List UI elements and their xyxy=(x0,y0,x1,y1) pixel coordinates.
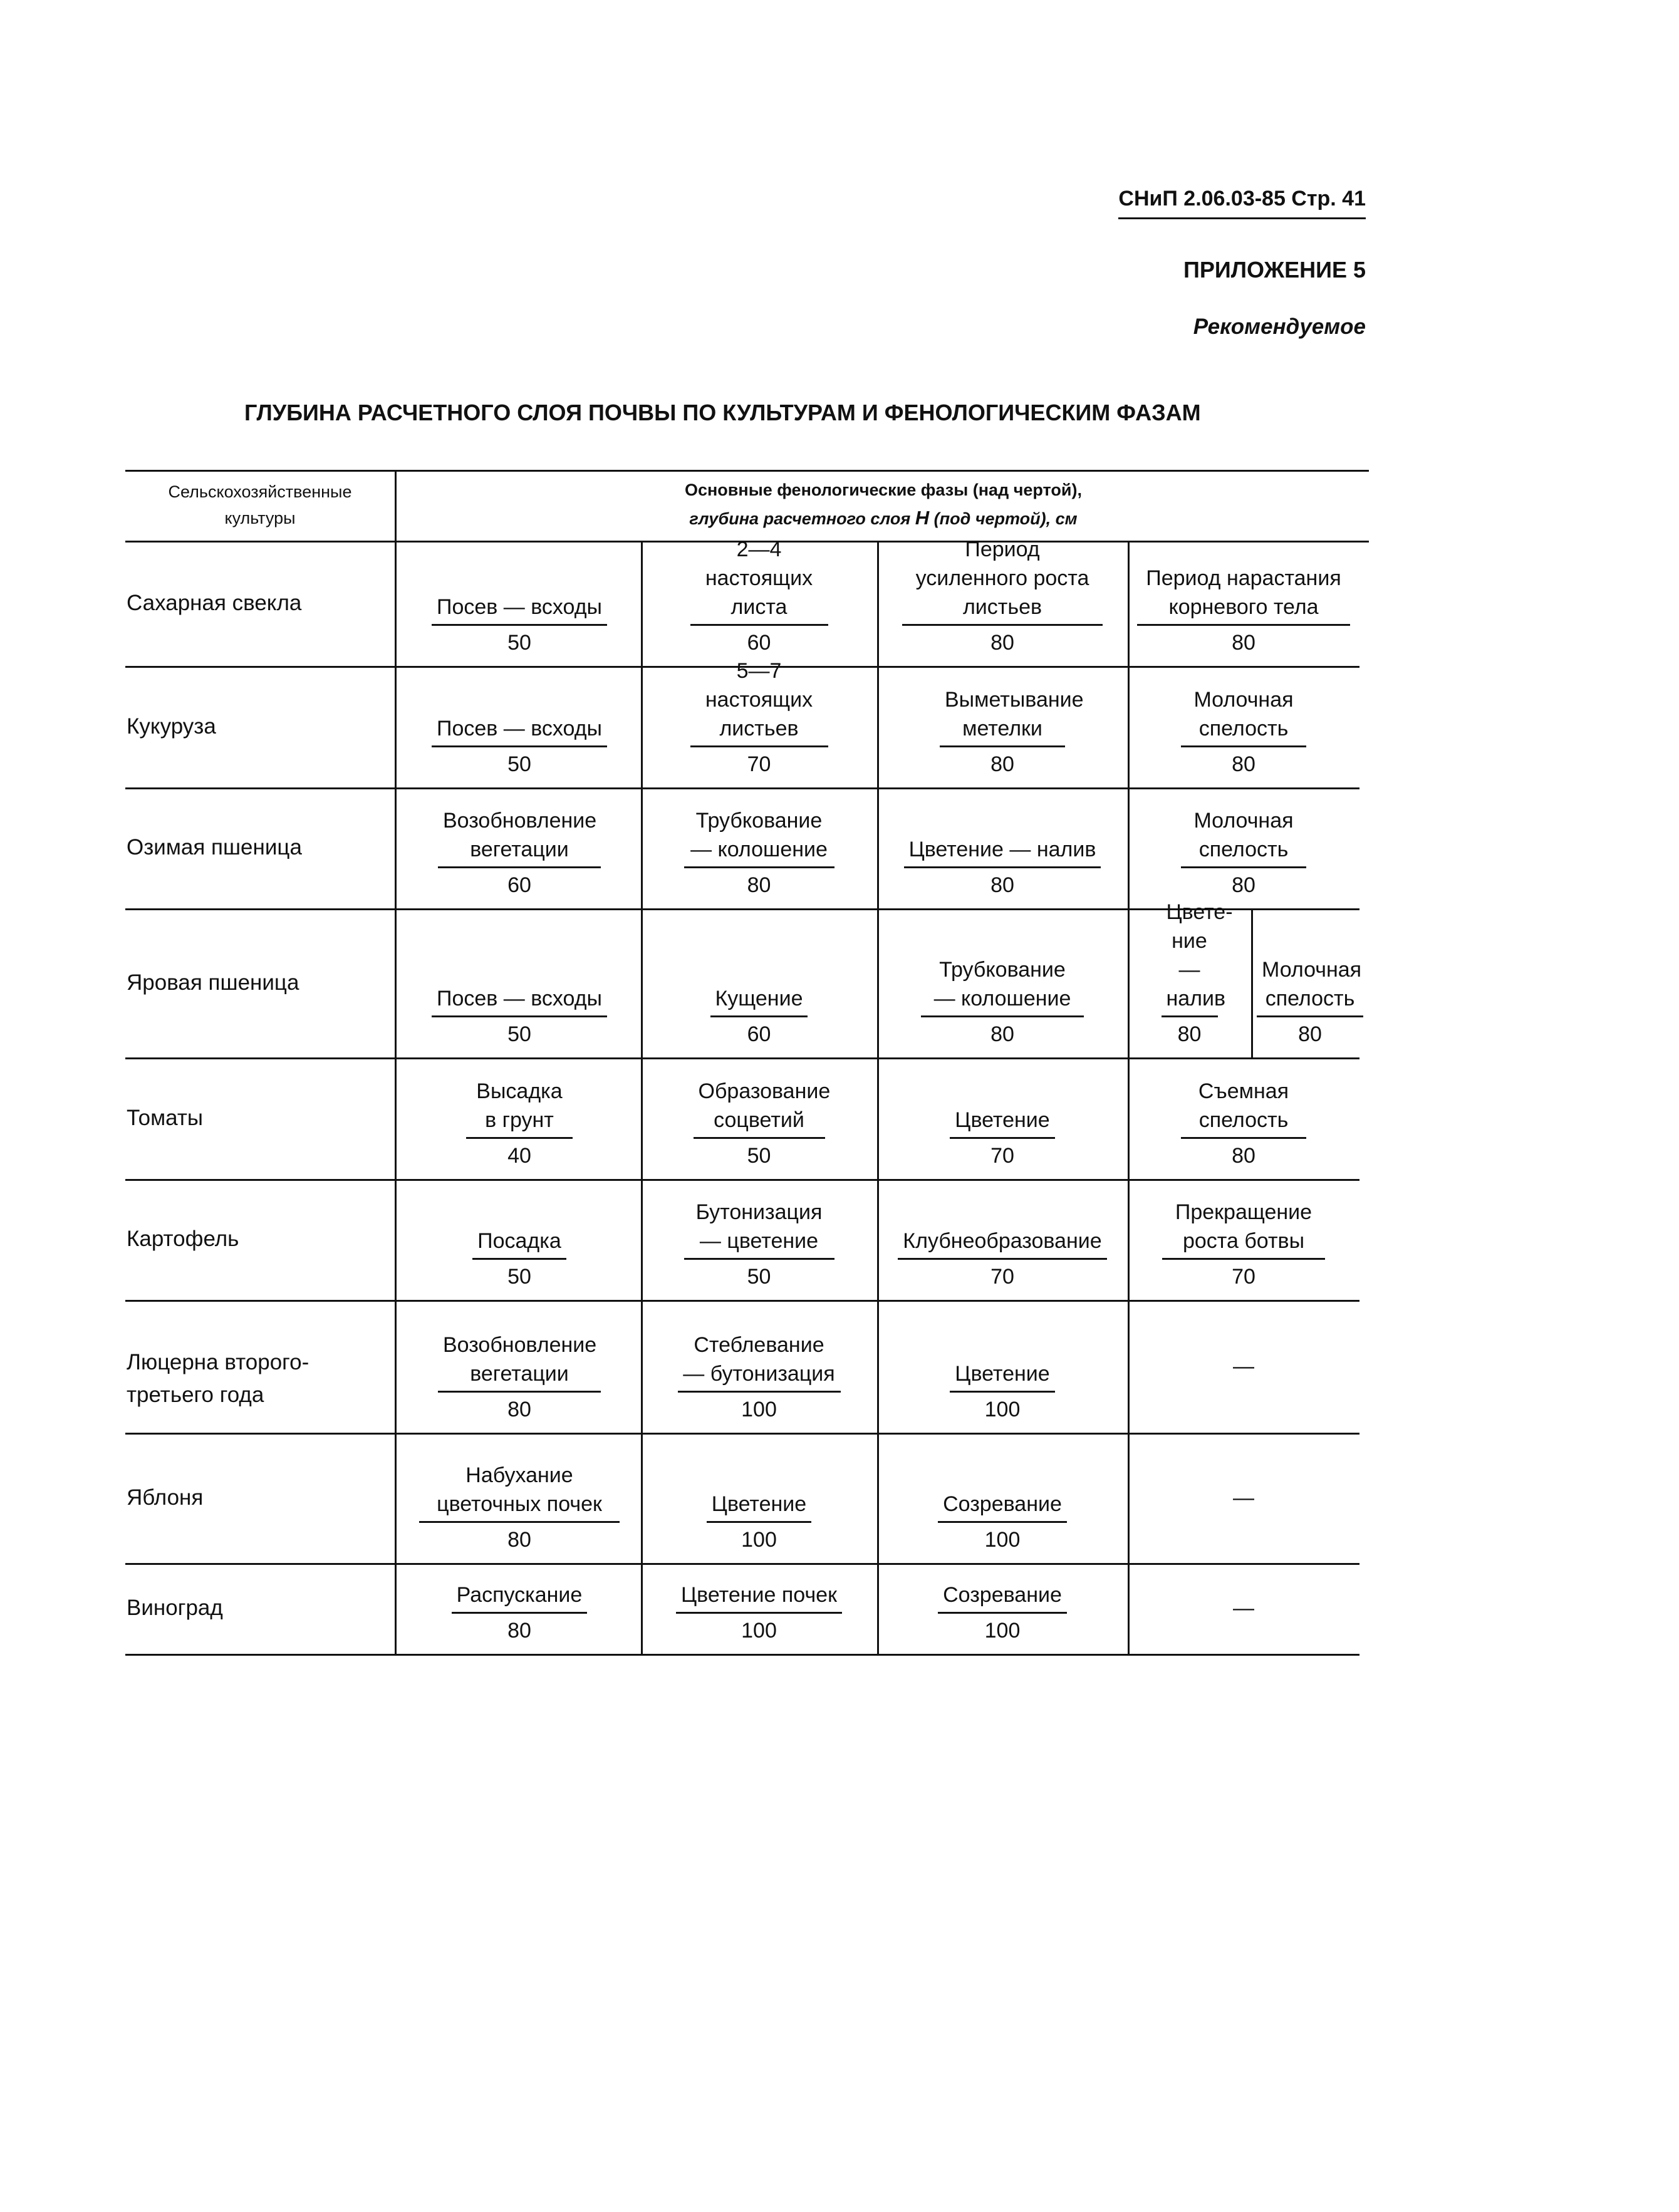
layer-depth: 80 xyxy=(1232,873,1255,897)
crop-name: Люцерна второго-третьего года xyxy=(127,1349,309,1407)
crop-name: Сахарная свекла xyxy=(127,590,302,615)
phase-cell xyxy=(398,1057,641,1170)
header-phases-line1: Основные фенологические фазы (над чертой), xyxy=(684,480,1082,499)
phase-cell xyxy=(877,787,1128,900)
phase-name: Кущение xyxy=(710,984,808,1017)
phase-name: Посев — всходы xyxy=(432,984,607,1017)
phase-cell xyxy=(398,541,641,657)
table-rule xyxy=(125,666,1359,668)
column-rule xyxy=(1251,908,1253,1057)
header-crops-label: Сельскохозяйственные культуры xyxy=(168,482,352,527)
phase-cell xyxy=(877,1563,1128,1645)
layer-depth: 80 xyxy=(507,1398,531,1421)
phase-name: Цветение xyxy=(950,1106,1054,1139)
phase-name: Цветение xyxy=(707,1490,811,1523)
phase-cell xyxy=(641,1300,877,1424)
phase-name: Стеблевание — бутонизация xyxy=(678,1331,841,1393)
column-rule xyxy=(395,470,397,1654)
column-rule xyxy=(1128,541,1130,1654)
appendix-label: ПРИЛОЖЕНИЕ 5 xyxy=(1183,257,1366,283)
phase-name: Посев — всходы xyxy=(432,593,607,626)
phase-name: Цветение почек xyxy=(676,1581,842,1614)
header-phases-line2 xyxy=(689,503,1077,533)
layer-depth: 80 xyxy=(1298,1022,1322,1046)
layer-depth: 80 xyxy=(507,1528,531,1552)
layer-depth: 70 xyxy=(990,1144,1014,1168)
phase-name: Съемная спелость xyxy=(1181,1077,1306,1139)
crop-name: Яровая пшеница xyxy=(127,970,299,995)
layer-depth: 70 xyxy=(1232,1265,1255,1289)
phase-name: Цветение xyxy=(950,1359,1054,1393)
phase-cell xyxy=(877,908,1128,1049)
phase-name: Период нарастания корневого тела xyxy=(1137,564,1350,626)
layer-depth: 80 xyxy=(1177,1022,1202,1046)
layer-depth: 50 xyxy=(507,1022,531,1046)
phase-name: Высадка в грунт xyxy=(466,1077,573,1139)
empty-cell: — xyxy=(1233,1596,1254,1620)
phase-cell xyxy=(1128,1057,1359,1170)
layer-depth: 50 xyxy=(507,752,531,776)
phase-cell xyxy=(877,666,1128,779)
layer-depth: 70 xyxy=(990,1265,1014,1289)
layer-depth: 100 xyxy=(741,1619,777,1643)
layer-depth: 50 xyxy=(747,1265,771,1289)
layer-depth: 100 xyxy=(984,1398,1021,1421)
column-rule xyxy=(877,541,879,1654)
table-rule xyxy=(125,1563,1359,1565)
phase-cell xyxy=(398,1433,641,1554)
layer-depth: 50 xyxy=(507,631,531,655)
layer-depth: 70 xyxy=(747,752,771,776)
table-rule xyxy=(125,1179,1359,1181)
layer-depth: 80 xyxy=(990,631,1014,655)
phase-name: Прекращение роста ботвы xyxy=(1162,1198,1325,1260)
phase-cell xyxy=(1128,666,1359,779)
layer-depth: 60 xyxy=(747,1022,771,1046)
phase-name: Молочная спелость xyxy=(1181,685,1306,747)
phase-cell xyxy=(1128,900,1251,1049)
phase-name: Бутонизация — цветение xyxy=(684,1198,834,1260)
table-rule xyxy=(125,1433,1359,1435)
layer-depth: 80 xyxy=(1232,631,1255,655)
document-reference: СНиП 2.06.03-85 Стр. 41 xyxy=(1118,187,1366,219)
crop-name: Картофель xyxy=(127,1227,239,1252)
crop-name: Томаты xyxy=(127,1105,204,1130)
layer-depth: 60 xyxy=(747,631,771,655)
phase-name: Возобновление вегетации xyxy=(438,1331,601,1393)
layer-depth: 80 xyxy=(990,873,1014,897)
phenology-table xyxy=(125,470,1369,1648)
phase-cell xyxy=(398,787,641,900)
column-rule xyxy=(641,541,643,1654)
phase-name: Созревание xyxy=(938,1581,1067,1614)
phase-cell xyxy=(1128,787,1359,900)
table-rule xyxy=(125,1057,1359,1059)
header-crops xyxy=(125,470,395,541)
phase-name: Клубнеобразование xyxy=(898,1227,1106,1260)
layer-depth: 80 xyxy=(1232,752,1255,776)
phase-name: Период усиленного роста листьев xyxy=(902,535,1103,626)
layer-depth: 80 xyxy=(990,1022,1014,1046)
phase-name: Цветение — налив xyxy=(904,835,1101,868)
phase-cell xyxy=(398,908,641,1049)
phase-cell xyxy=(877,1057,1128,1170)
phase-name: Молочная спелость xyxy=(1257,955,1363,1017)
table-rule xyxy=(125,470,1369,472)
phase-cell xyxy=(641,1057,877,1170)
phase-cell xyxy=(641,1179,877,1291)
phase-cell xyxy=(877,1300,1128,1424)
empty-cell: — xyxy=(1233,1485,1254,1510)
table-rule xyxy=(125,541,1369,543)
layer-depth: 50 xyxy=(507,1265,531,1289)
phase-name: Возобновление вегетации xyxy=(438,806,601,868)
layer-depth: 80 xyxy=(1232,1144,1255,1168)
phase-name: Созревание xyxy=(938,1490,1067,1523)
layer-depth: 100 xyxy=(741,1528,777,1552)
header-phases xyxy=(398,470,1369,541)
phase-name: Цвете- ние — налив xyxy=(1162,898,1218,1017)
phase-cell xyxy=(398,1179,641,1291)
table-rule xyxy=(125,1300,1359,1302)
phase-name: Посадка xyxy=(472,1227,566,1260)
layer-depth: 100 xyxy=(984,1528,1021,1552)
table-rule xyxy=(125,1654,1359,1656)
phase-name: Посев — всходы xyxy=(432,714,607,747)
phase-cell xyxy=(641,659,877,779)
crop-name: Виноград xyxy=(127,1596,223,1621)
layer-depth: 80 xyxy=(747,873,771,897)
phase-cell xyxy=(398,1563,641,1645)
phase-cell xyxy=(1251,908,1369,1049)
phase-cell xyxy=(641,908,877,1049)
phase-cell xyxy=(398,1300,641,1424)
phase-cell xyxy=(877,1179,1128,1291)
layer-depth: 40 xyxy=(507,1144,531,1168)
crop-name: Яблоня xyxy=(127,1485,204,1510)
phase-name: Выметывание метелки xyxy=(940,685,1065,747)
phase-cell xyxy=(877,1433,1128,1554)
phase-cell xyxy=(641,1563,877,1645)
phase-cell xyxy=(641,537,877,657)
header-phases-line2-a: глубина расчетного слоя xyxy=(689,509,915,529)
layer-depth: 60 xyxy=(507,873,531,897)
phase-cell xyxy=(641,1433,877,1554)
crop-name: Кукуруза xyxy=(127,714,216,739)
phase-cell xyxy=(1128,541,1359,657)
phase-name: Набухание цветочных почек xyxy=(419,1461,620,1523)
phase-name: 2—4 настоящих листа xyxy=(690,535,828,626)
crop-name: Озимая пшеница xyxy=(127,835,302,860)
phase-name: 5—7 настоящих листьев xyxy=(690,657,828,747)
layer-depth: 80 xyxy=(990,752,1014,776)
phase-name: Молочная спелость xyxy=(1181,806,1306,868)
phase-cell xyxy=(1128,1179,1359,1291)
table-rule xyxy=(125,908,1359,910)
appendix-status: Рекомендуемое xyxy=(1193,314,1366,339)
table-title: ГЛУБИНА РАСЧЕТНОГО СЛОЯ ПОЧВЫ ПО КУЛЬТУРАМ И ФЕНОЛОГИЧЕСКИМ ФАЗАМ xyxy=(244,400,1201,425)
layer-depth: 50 xyxy=(747,1144,771,1168)
phase-name: Образование соцветий xyxy=(694,1077,825,1139)
phase-name: Распускание xyxy=(452,1581,588,1614)
phase-cell xyxy=(398,666,641,779)
phase-cell xyxy=(877,537,1128,657)
layer-depth: 80 xyxy=(507,1619,531,1643)
header-phases-line2-b: (под чертой), см xyxy=(929,509,1078,529)
phase-name: Трубкование — колошение xyxy=(921,955,1084,1017)
empty-cell: — xyxy=(1233,1354,1254,1378)
table-rule xyxy=(125,787,1359,789)
layer-depth: 100 xyxy=(741,1398,777,1421)
header-phases-line2-h: Н xyxy=(915,507,930,529)
phase-cell xyxy=(641,787,877,900)
layer-depth: 100 xyxy=(984,1619,1021,1643)
phase-name: Трубкование — колошение xyxy=(684,806,834,868)
